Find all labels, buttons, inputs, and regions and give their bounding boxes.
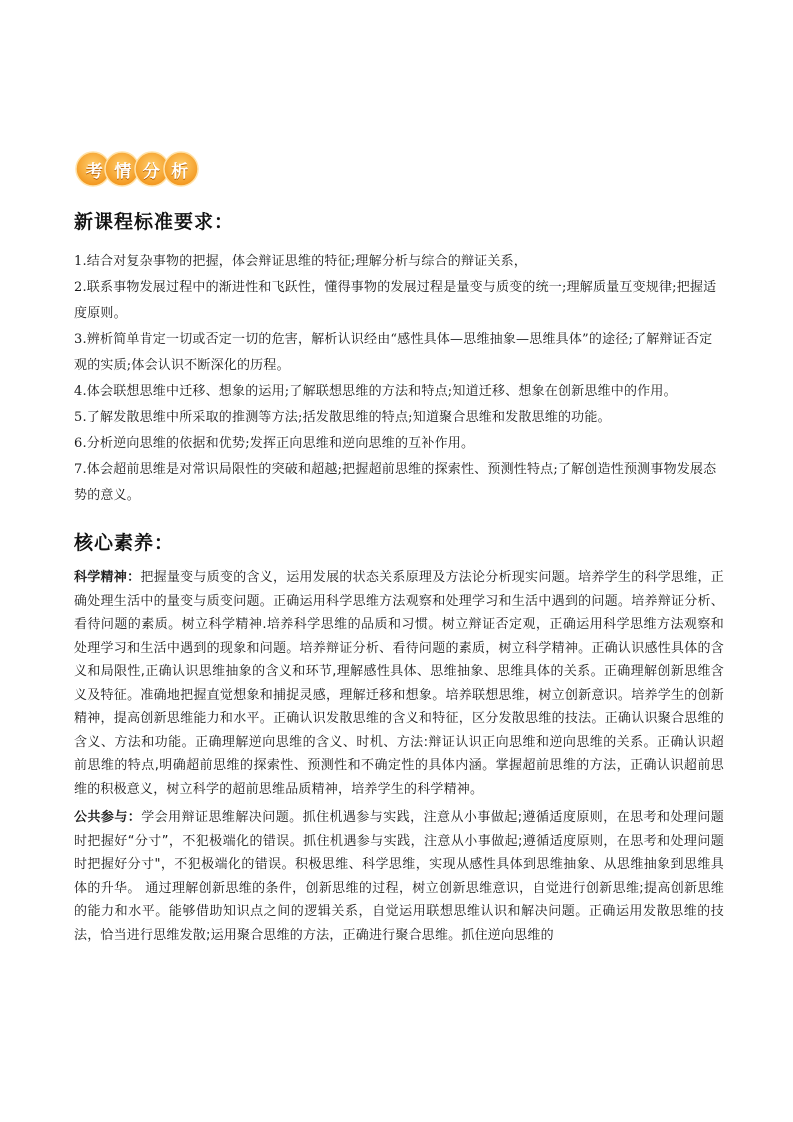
paragraph-text: 学会用辩证思维解决问题。抓住机遇参与实践，注意从小事做起;遵循适度原则，在思考和处理问题时把握好“分寸”，不犯极端化的错误。抓住机遇参与实践，注意从小事做起;遵循适度原则，在思考和处理问题时把握好分寸"，不犯极端化的错误。积极思维、科学思维，实现从感性具体到思维抽象、从思维抽象到思维具体的升华。 通过理解创新思维的条件，创新思维的过程，树立创新思维意识，自觉进行创新思维;提高创新思维的能力和水平。能够借助知识点之间的逻辑关系，自觉运用联想思维认识和解决问题。正确运用发散思维的技法，恰当进行思维发散;运用聚合思维的方法，正确进行聚合思维。抓住逆向思维的 [74,810,724,943]
requirements-list [74,249,724,509]
requirement-item: 7.体会超前思维是对常识局限性的突破和超越;把握超前思维的探索性、预测性特点;了解创造性预测事物发展态势的意义。 [74,462,717,503]
paragraph-text: 把握量变与质变的含义，运用发展的状态关系原理及方法论分析现实问题。培养学生的科学思维，正确处理生活中的量变与质变问题。正确运用科学思维方法观察和处理学习和生活中遇到的问题。培养辩证分析、看待问题的素质。树立科学精神.培养科学思维的品质和习惯。树立辩证否定观，正确运用科学思维方法观察和处理学习和生活中遇到的现象和问题。培养辩证分析、看待问题的素质，树立科学精神。正确认识感性具体的含义和局限性,正确认识思维抽象的含义和环节,理解感性具体、思维抽象、思维具体的关系。正确理解创新思维含义及特征。准确地把握直觉想象和捕捉灵感，理解迁移和想象。培养联想思维，树立创新意识。培养学生的创新精神，提高创新思维能力和水平。正确认识发散思维的含义和特征，区分发散思维的技法。正确认识聚合思维的含义、方法和功能。正确理解逆向思维的含义、时机、方法:辩证认识正向思维和逆向思维的关系。正确认识超前思维的特点,明确超前思维的探索性、预测性和不确定性的具体内涵。掌握超前思维的方法，正确认识超前思维的积极意义，树立科学的超前思维品质精神，培养学生的科学精神。 [74,570,724,797]
requirement-item: 5.了解发散思维中所采取的推测等方法;括发散思维的特点;知道聚合思维和发散思维的功能。 [74,410,611,425]
core-literacy-body [74,566,724,952]
requirement-item: 6.分析逆向思维的依据和优势;发挥正向思维和逆向思维的互补作用。 [74,436,475,451]
paragraph-label: 科学精神： [74,570,141,585]
paragraph-label: 公共参与： [74,810,142,825]
requirement-item: 4.体会联想思维中迁移、想象的运用;了解联想思维的方法和特点;知道迁移、想象在创新思维中的作用。 [74,384,677,399]
exam-analysis-badge [74,150,200,188]
badge-char: 析 [171,161,189,182]
badge-char: 考 [85,161,103,182]
badge-char: 分 [142,161,160,182]
public-participation-paragraph [74,806,724,947]
badge-char: 情 [114,161,132,182]
curriculum-standards-heading: 新课程标准要求： [74,211,235,233]
core-literacy-heading: 核心素养： [74,532,175,554]
requirement-item: 1.结合对复杂事物的把握，体会辩证思维的特征;理解分析与综合的辩证关系， [74,254,527,269]
requirement-item: 2.联系事物发展过程中的渐进性和飞跃性，懂得事物的发展过程是量变与质变的统一;理解质量互变规律;把握适度原则。 [74,280,717,321]
requirement-item: 3.辨析简单肯定一切或否定一切的危害，解析认识经由“感性具体—思维抽象—思维具体”的途径;了解辩证否定观的实质;体会认识不断深化的历程。 [74,332,713,373]
scientific-spirit-paragraph [74,566,724,801]
